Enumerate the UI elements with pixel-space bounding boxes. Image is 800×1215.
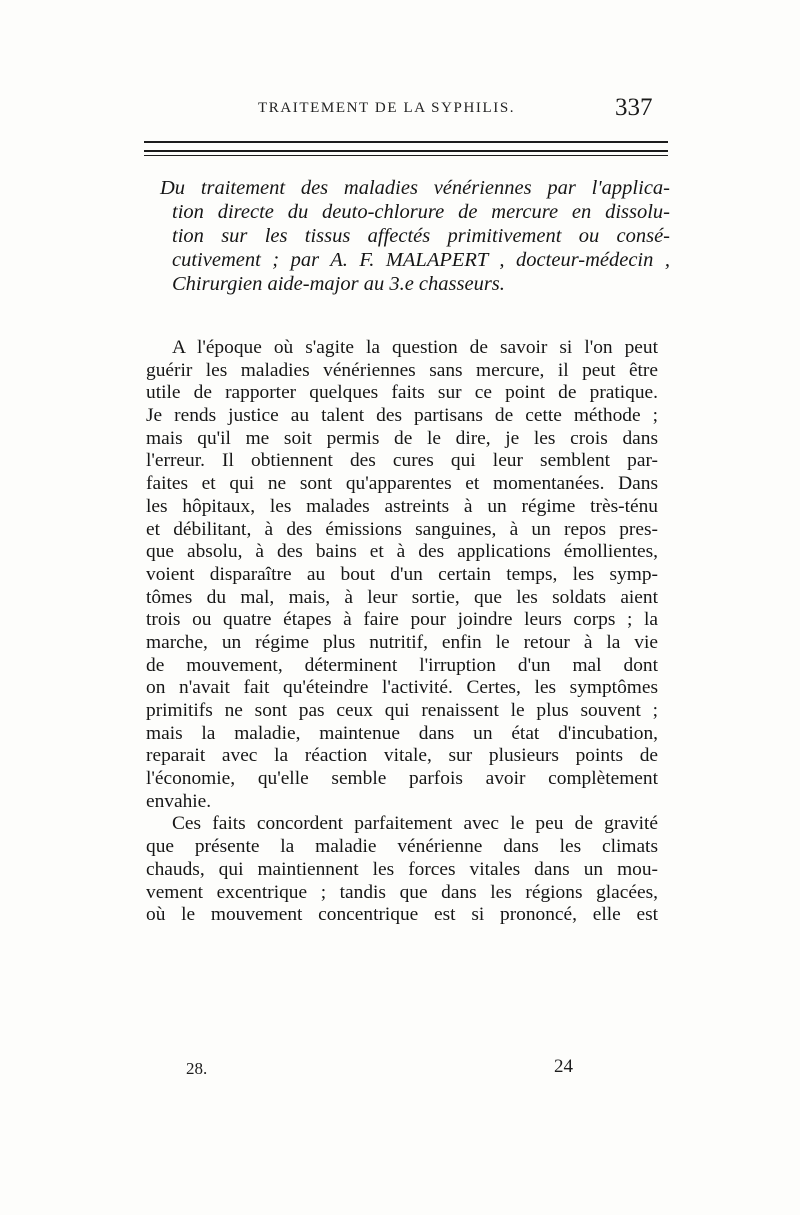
body-line: que absolu, à des bains et à des applications émollientes, xyxy=(146,541,658,563)
body-line: primitifs ne sont pas ceux qui renaissent le plus souvent ; xyxy=(146,700,658,721)
title-line: cutivement ; par A. F. MALAPERT , docteur-médecin , xyxy=(172,249,670,271)
article-title xyxy=(160,176,670,296)
title-line: Chirurgien aide-major au 3.e chasseurs. xyxy=(172,273,505,295)
body-line: de mouvement, déterminent l'irruption d'un mal dont xyxy=(146,654,658,676)
running-head: TRAITEMENT DE LA SYPHILIS. xyxy=(258,100,516,116)
body-line: on n'avait fait qu'éteindre l'activité. Certes, les symptômes xyxy=(146,677,658,699)
header-rule xyxy=(144,150,668,152)
body-line: marche, un régime plus nutritif, enfin le retour à la vie xyxy=(146,631,658,653)
body-line: utile de rapporter quelques faits sur ce point de pratique. xyxy=(146,382,658,404)
body-line: vement excentrique ; tandis que dans les régions glacées, xyxy=(146,881,658,903)
body-line: voient disparaître au bout d'un certain temps, les symp- xyxy=(146,563,658,585)
body-line: et débilitant, à des émissions sanguines, à un repos pres- xyxy=(146,518,658,540)
body-line: mais la maladie, maintenue dans un état d'incubation, xyxy=(146,722,658,744)
body-line: où le mouvement concentrique est si prononcé, elle est xyxy=(146,904,658,926)
body-line: A l'époque où s'agite la question de savoir si l'on peut xyxy=(172,337,658,358)
body-line: les hôpitaux, les malades astreints à un régime très-ténu xyxy=(146,495,658,517)
body-line: guérir les maladies vénériennes sans mercure, il peut être xyxy=(146,359,658,381)
sheet-number: 24 xyxy=(554,1056,573,1077)
body-line: tômes du mal, mais, à leur sortie, que les soldats aient xyxy=(146,586,658,608)
body-line: Ces faits concordent parfaitement avec le peu de gravité xyxy=(172,813,658,835)
body-line: reparait avec la réaction vitale, sur plusieurs points de xyxy=(146,745,658,767)
body-line: l'économie, qu'elle semble parfois avoir complètement xyxy=(146,768,658,790)
body-line: faites et qui ne sont qu'apparentes et momentanées. Dans xyxy=(146,473,658,495)
body-line: chauds, qui maintiennent les forces vitales dans un mou- xyxy=(146,858,658,880)
body-text xyxy=(146,337,658,927)
title-line: Du traitement des maladies vénériennes par l'applica- xyxy=(160,177,670,199)
title-line: tion directe du deuto-chlorure de mercure en dissolu- xyxy=(172,201,670,223)
body-line: Je rends justice au talent des partisans de cette méthode ; xyxy=(146,405,658,427)
title-line: tion sur les tissus affectés primitivement ou consé- xyxy=(172,225,670,247)
signature-mark: 28. xyxy=(186,1059,208,1078)
body-line: envahie. xyxy=(146,790,212,812)
page-number: 337 xyxy=(615,94,653,121)
body-line: trois ou quatre étapes à faire pour joindre leurs corps ; la xyxy=(146,609,658,631)
body-line: mais qu'il me soit permis de le dire, je les crois dans xyxy=(146,427,658,449)
body-line: l'erreur. Il obtiennent des cures qui leur semblent par- xyxy=(146,450,658,472)
body-line: que présente la maladie vénérienne dans les climats xyxy=(146,836,658,858)
header-rule xyxy=(144,155,668,156)
header-rule xyxy=(144,141,668,143)
